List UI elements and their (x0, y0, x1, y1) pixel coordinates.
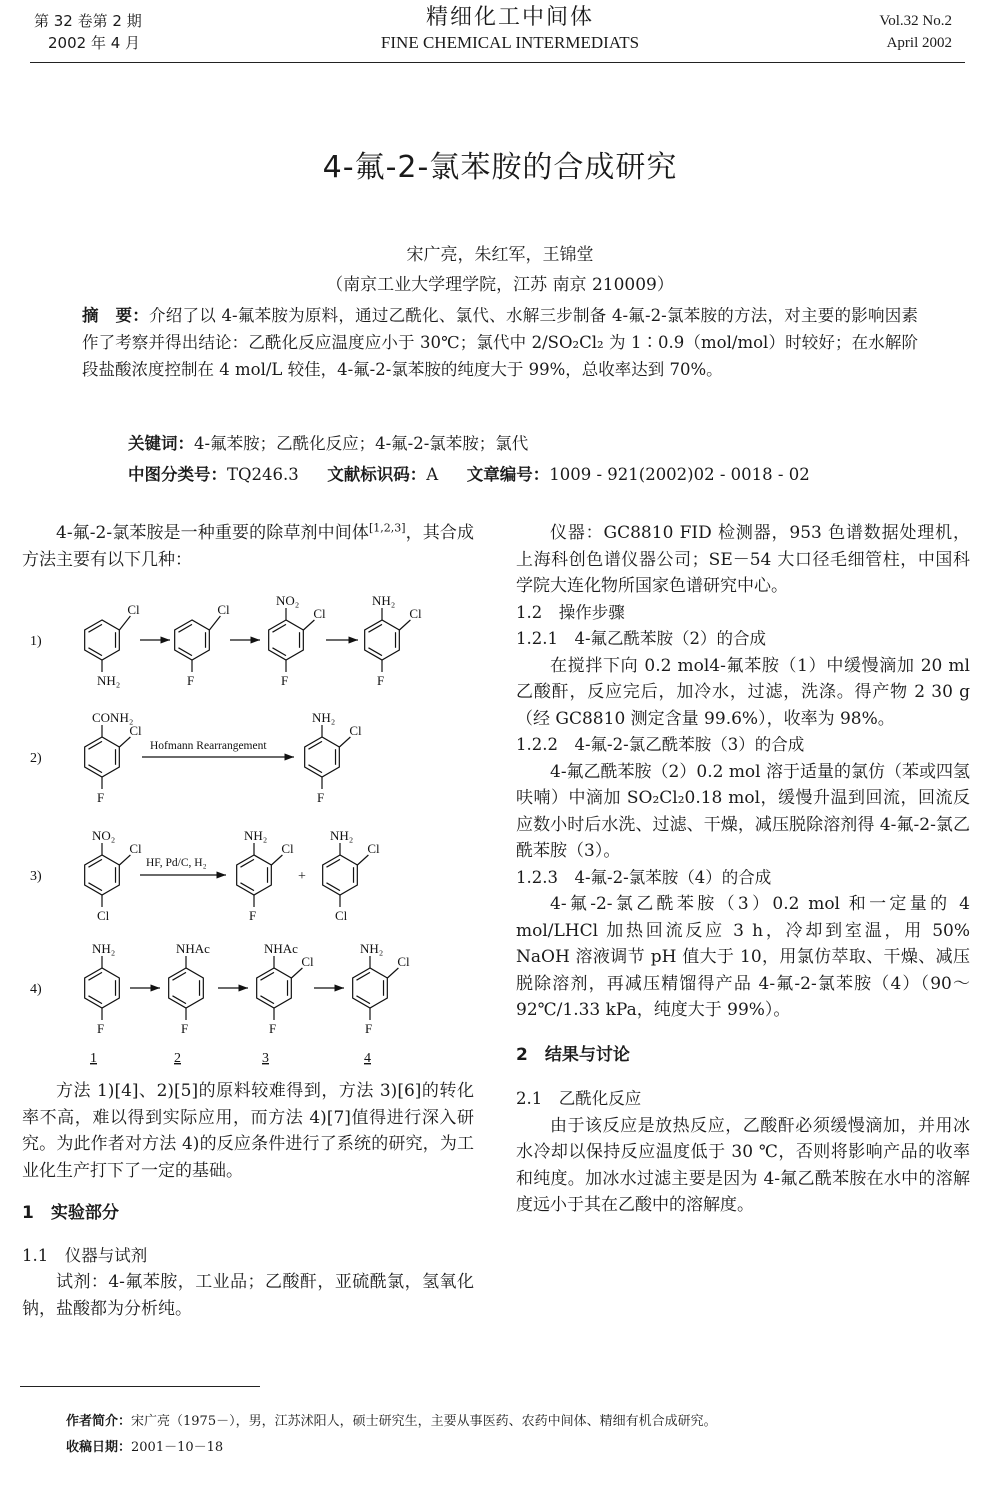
header-volume (34, 10, 142, 54)
section-1-1-heading: 1.1 仪器与试剂 (22, 1245, 148, 1265)
r1-ring3 (269, 620, 304, 660)
header-volume-cn: 第 32 卷第 2 期 (34, 12, 142, 30)
compound-number-1: 1 (90, 1051, 97, 1066)
r4-ring3-cl-bond (291, 968, 302, 978)
footnote-rule (20, 1386, 260, 1387)
article-title: 4-氟-2-氯苯胺的合成研究 (322, 150, 678, 185)
r3-ring1-cl-label: Cl (129, 841, 142, 856)
r4-ring4-bond-1 (356, 996, 370, 1004)
r4-ring3-top-label: NHAc (264, 941, 298, 956)
received-date-label: 收稿日期： (66, 1440, 132, 1455)
r1-ring4-bottom-label: F (377, 673, 385, 688)
abstract-label: 摘 要： (82, 306, 150, 325)
hofmann-label: Hofmann Rearrangement (150, 740, 267, 752)
r4-ring3-bond-1 (260, 996, 274, 1004)
r2-ring1-bond-1 (88, 765, 102, 773)
r1-ring3-cl-bond (303, 620, 314, 630)
route-label-3: 3) (30, 869, 42, 884)
r1-ring2-bottom-label: F (187, 673, 195, 688)
r1-ring4-bond-0 (368, 624, 382, 632)
r3-ring1-bottom-label: Cl (97, 908, 110, 923)
route-label-2: 2) (30, 751, 42, 766)
r1-ring4-cl-label: Cl (409, 606, 422, 621)
scheme-labels (30, 593, 422, 1066)
r4-ring4-cl-bond (387, 968, 398, 978)
r1-ring1-bond-1 (88, 648, 102, 656)
r1-ring3-bond-1 (272, 648, 286, 656)
left-column-body (22, 1078, 474, 1322)
r4-ring1-bottom-label: F (97, 1021, 105, 1036)
r1-ring3-cl-label: Cl (313, 606, 326, 621)
author-bio-text: 宋广亮（1975－），男，江苏沭阳人，硕士研究生，主要从事医药、农药中间体、精细有机合成研究。 (131, 1414, 717, 1429)
section-1-2-heading: 1.2 操作步骤 (516, 602, 625, 622)
affiliation: （南京工业大学理学院，江苏 南京 210009） (326, 275, 674, 295)
r2-ring2-bottom-label: F (317, 790, 325, 805)
r4-ring1 (85, 968, 120, 1008)
r4-ring2-bottom-label: F (181, 1021, 189, 1036)
header-rule (30, 62, 965, 63)
r3-ring2-bottom-label: F (249, 908, 257, 923)
intro-citation: [1,2,3] (368, 521, 406, 535)
r1-ring2-bond-0 (178, 624, 192, 632)
author-bio-label: 作者简介： (66, 1414, 132, 1429)
r1-ring2-cl-label: Cl (217, 602, 230, 617)
r2-ring1-bottom-label: F (97, 790, 105, 805)
intro-text-1: 4-氟-2-氯苯胺是一种重要的除草剂中间体 (56, 523, 369, 543)
keywords (128, 430, 928, 454)
procedure-1-2-2: 4-氟乙酰苯胺（2）0.2 mol 溶于适量的氯仿（苯或四氢呋喃）中滴加 SO₂Cl₂0.18 mol，缓慢升温到回流，回流反应数小时后水洗、过滤、干燥，减压脱除溶剂得 4-氟-2-氯乙酰苯胺（3）。 (516, 761, 971, 861)
date-en: April 2002 (886, 35, 952, 51)
r3-ring2 (237, 855, 272, 895)
r3-ring3-bond-1 (326, 883, 340, 891)
r4-ring3-cl-label: Cl (301, 954, 314, 969)
r2-ring2 (305, 737, 340, 777)
r2-ring2-bond-1 (308, 765, 322, 773)
r4-ring2 (169, 968, 204, 1008)
route-label-1: 1) (30, 634, 42, 649)
compound-number-2: 2 (174, 1051, 181, 1066)
r2-ring1-bond-0 (88, 741, 102, 749)
keywords-text: 4-氟苯胺；乙酰化反应；4-氟-2-氯苯胺；氯代 (194, 434, 529, 453)
classification (128, 461, 928, 485)
article-number-label: 文章编号： (466, 465, 550, 484)
r3-ring3-bottom-label: Cl (335, 908, 348, 923)
procedure-1-2-3: 4-氟-2-氯乙酰苯胺（3）0.2 mol 和一定量的 4 mol/LHCl 加热回流反应 3 h，冷却到室温，用 50% NaOH 溶液调节 pH 值大于 10，用氯仿萃取、干燥、减压脱除溶剂，再减压精馏得产品 4-氟-2-氯苯胺（4）（90～92℃/1.33 kPa，纯度大于 99%）。 (516, 894, 970, 1020)
r1-ring4-top-label: NH₂ (372, 593, 396, 608)
scheme-arrows (130, 640, 358, 988)
r4-ring1-top-label: NH₂ (92, 941, 116, 956)
r4-ring1-bond-0 (88, 972, 102, 980)
plus-sign: + (298, 869, 306, 884)
r1-ring3-top-label: NO₂ (276, 593, 300, 608)
authors: 宋广亮，朱红军，王锦堂 (406, 245, 594, 265)
section-2-1-heading: 2.1 乙酰化反应 (516, 1089, 642, 1108)
received-date (66, 1436, 223, 1455)
r1-ring1-cl-label: Cl (127, 602, 140, 617)
journal-title-en: FINE CHEMICAL INTERMEDIATS (380, 33, 640, 52)
r1-ring4 (365, 620, 400, 660)
r2-ring2-bond-0 (308, 741, 322, 749)
r3-ring3-cl-bond (357, 855, 368, 865)
instruments-paragraph: 仪器：GC8810 FID 检测器，953 色谱数据处理机，上海科创色谱仪器公司；SE－54 大口径毛细管柱，中国科学院大连化物所国家色谱研究中心。 (516, 523, 970, 596)
r4-ring4 (353, 968, 388, 1008)
keywords-label: 关键词： (128, 434, 194, 453)
r3-ring2-cl-bond (271, 855, 282, 865)
r3-ring3-top-label: NH₂ (330, 828, 354, 843)
r4-ring2-bond-0 (172, 972, 186, 980)
r3-ring2-bond-1 (240, 883, 254, 891)
r1-ring1-bottom-label: NH₂ (97, 673, 121, 688)
r3-ring2-bond-0 (240, 859, 254, 867)
methods-comparison: 方法 1)[4]、2)[5]的原料较难得到，方法 3)[6]的转化率不高，难以得到实际应用，而方法 4)[7]值得进行深入研究。为此作者对方法 4)的反应条件进行了系统的研究，为工业化生产打下了一定的基础。 (22, 1081, 474, 1181)
r4-ring4-cl-label: Cl (397, 954, 410, 969)
r1-ring3-bottom-label: F (281, 673, 289, 688)
r3-ring1 (85, 855, 120, 895)
r1-ring3-bond-0 (272, 624, 286, 632)
r4-ring1-bond-1 (88, 996, 102, 1004)
r4-ring4-top-label: NH₂ (360, 941, 384, 956)
clc-value: TQ246.3 (227, 465, 299, 484)
r2-ring1 (85, 737, 120, 777)
compound-number-3: 3 (262, 1051, 269, 1066)
r2-ring1-cl-bond (119, 737, 130, 747)
section-2-heading: 2 结果与讨论 (516, 1044, 630, 1065)
r1-ring4-cl-bond (399, 620, 410, 630)
r1-ring1-bond-0 (88, 624, 102, 632)
section-1-2-1-heading: 1.2.1 4-氟乙酰苯胺（2）的合成 (516, 629, 767, 648)
r1-ring1-cl-bond (119, 616, 130, 630)
r4-ring3-bond-0 (260, 972, 274, 980)
r1-ring2-cl-bond (209, 616, 220, 630)
section-1-2-3-heading: 1.2.3 4-氟-2-氯苯胺（4）的合成 (516, 867, 772, 887)
section-1-2-2-heading: 1.2.2 4-氟-2-氯乙酰苯胺（3）的合成 (516, 735, 805, 754)
r4-ring2-top-label: NHAc (176, 941, 210, 956)
reagent-3-label: HF, Pd/C, H₂ (146, 857, 207, 869)
r2-ring2-cl-label: Cl (349, 723, 362, 738)
header-date-cn: 2002 年 4 月 (48, 34, 141, 52)
scheme-rings (85, 608, 411, 1020)
r3-ring3-cl-label: Cl (367, 841, 380, 856)
doc-code-label: 文献标识码： (327, 465, 427, 484)
r4-ring3 (257, 968, 292, 1008)
synthesis-scheme (22, 580, 482, 1070)
r1-ring2 (175, 620, 210, 660)
r4-ring3-bottom-label: F (269, 1021, 277, 1036)
r1-ring2-bond-1 (178, 648, 192, 656)
reagents-paragraph: 试剂：4-氟苯胺，工业品；乙酸酐，亚硫酰氯，氢氧化钠，盐酸都为分析纯。 (22, 1272, 474, 1319)
clc-label: 中图分类号： (128, 465, 227, 484)
r3-ring1-top-label: NO₂ (92, 828, 116, 843)
r3-ring3 (323, 855, 358, 895)
r3-ring1-bond-0 (88, 859, 102, 867)
r2-ring1-top-label: CONH₂ (92, 710, 134, 725)
volume-en: Vol.32 No.2 (879, 13, 952, 29)
intro-text-2: ，其合成方法主要有以下几种： (22, 523, 474, 570)
r2-ring1-cl-label: Cl (129, 723, 142, 738)
r4-ring2-bond-1 (172, 996, 186, 1004)
r3-ring2-cl-label: Cl (281, 841, 294, 856)
abstract (82, 302, 918, 383)
r3-ring1-bond-1 (88, 883, 102, 891)
received-date-text: 2001－10－18 (131, 1440, 224, 1455)
right-column (516, 520, 970, 1219)
left-column-intro (22, 520, 474, 573)
doc-code-value: A (426, 465, 439, 484)
r3-ring3-bond-0 (326, 859, 340, 867)
r1-ring1 (85, 620, 120, 660)
abstract-text: 介绍了以 4-氟苯胺为原料，通过乙酰化、氯代、水解三步制备 4-氟-2-氯苯胺的方法，对主要的影响因素作了考察并得出结论：乙酰化反应温度应小于 30℃；氯代中 2/SO₂Cl₂ 为 1∶0.9（mol/mol）时较好；在水解阶段盐酸浓度控制在 4 mol/L 较佳，4-氟-2-氯苯胺的纯度大于 99%，总收率达到 70%。 (82, 306, 919, 379)
intro-paragraph (22, 520, 474, 573)
compound-number-4: 4 (364, 1051, 371, 1066)
r3-ring2-top-label: NH₂ (244, 828, 268, 843)
r4-ring4-bottom-label: F (365, 1021, 373, 1036)
r1-ring4-bond-1 (368, 648, 382, 656)
acetylation-paragraph: 由于该反应是放热反应，乙酸酐必须缓慢滴加，并用冰水冷却以保持反应温度低于 30 ℃，否则将影响产品的收率和纯度。加冰水过滤主要是因为 4-氟乙酰苯胺在水中的溶解度远小于其在乙酸中的溶解度。 (516, 1115, 970, 1215)
r2-ring2-cl-bond (339, 737, 350, 747)
article-number-value: 1009 - 921(2002)02 - 0018 - 02 (549, 465, 810, 484)
section-1-heading: 1 实验部分 (22, 1203, 119, 1223)
header-volume-en (879, 10, 952, 54)
r4-ring4-bond-0 (356, 972, 370, 980)
r2-ring2-top-label: NH₂ (312, 710, 336, 725)
route-label-4: 4) (30, 982, 42, 997)
author-bio (66, 1410, 717, 1429)
header-journal (300, 4, 720, 54)
journal-title-cn: 精细化工中间体 (425, 5, 594, 30)
procedure-1-2-1: 在搅拌下向 0.2 mol4-氟苯胺（1）中缓慢滴加 20 ml 乙酸酐，反应完后，加冷水，过滤，洗涤。得产物 2 30 g（经 GC8810 测定含量 99.6%），收率为 98%。 (516, 655, 970, 729)
r3-ring1-cl-bond (119, 855, 130, 865)
